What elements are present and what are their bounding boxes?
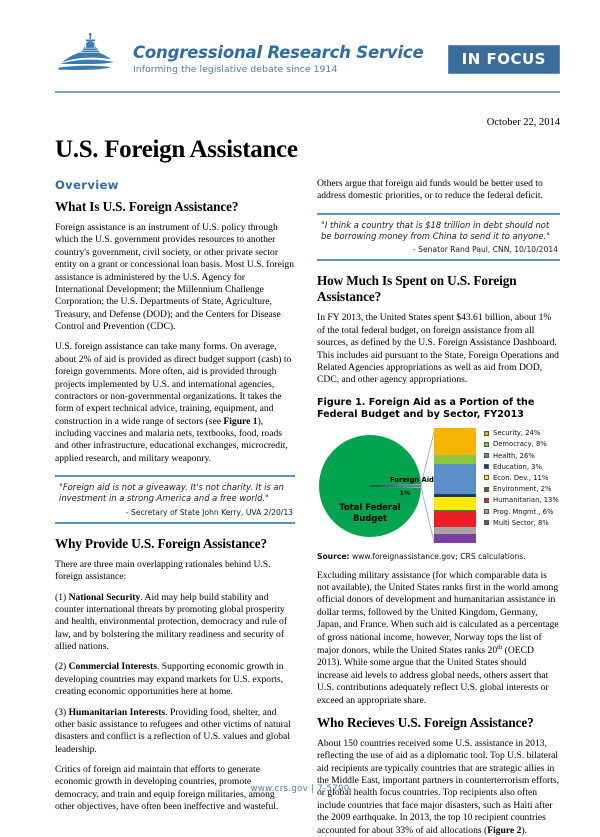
pullquote-paul-text: "I think a country that is $18 trillion in debt should not be borrowing money from China to send it to anyone." [321,219,551,242]
figure-1-title: Figure 1. Foreign Aid as a Portion of the Federal Budget and by Sector, FY2013 [317,396,535,421]
legend-swatch-democracy [484,442,489,447]
figure-1-graphic [317,428,560,546]
paragraph-rationale-1 [55,592,295,654]
legend-label-humanitarian: Humanitarian, 13% [493,496,559,505]
legend-swatch-environment [484,487,489,492]
page-title: U.S. Foreign Assistance [55,136,298,163]
legend-label-health: Health, 26% [493,451,535,460]
para-forms-a: U.S. foreign assistance can take many forms. On average, about 2% of aid is provided as direct budget support (cash) to foreign governments. More often, aid is provided through projects implemented by U.S. and international agencies, contractors or non-governmental organizations. It takes the form of expert technical advice, training, equipment, and construction in a wide range of sectors (see [55,341,292,427]
figure-1-ref: Figure 1 [223,415,258,427]
rationale-3-text: . Providing food, shelter, and other basic assistance to refugees and other victims of natural disasters and conflict is a reflection of U.S. values and global leadership. [55,706,291,755]
legend-item [484,439,559,450]
overview-label: Overview [55,178,119,192]
legend-label-security: Security, 24% [493,429,541,438]
header-divider [55,91,560,93]
donor-ranking-b: (OECD 2013). While some argue that the United States should increase aid levels to address global needs, others assert that U.S. contributions adequately reflect U.S. global interests or exceed an appropriate share. [317,645,549,706]
source-label: Source: [317,551,350,561]
legend-swatch-health [484,453,489,458]
legend-swatch-econ-dev [484,475,489,480]
legend-swatch-multi-sector [484,520,489,525]
legend-item [484,461,559,472]
page-header [55,33,560,111]
legend-item [484,428,559,439]
paragraph-definition: Foreign assistance is an instrument of U.S. policy through which the U.S. government provides resources to another country's government, civil society, or other private sector entity on a grant or concessional loan basis. Most U.S. foreign assistance is administered by the U.S. Agency for International Development; the Millennium Challenge Corporation; the U.S. Departments of State, Agriculture, Treasury, and Defense (DOD); and the Centers for Disease Control and Prevention (CDC). [55,222,295,332]
pullquote-paul [317,213,560,262]
right-column [317,178,560,837]
bar-segment-health [434,464,476,494]
heading-who-receives: Who Recieves U.S. Foreign Assistance? [317,714,534,730]
legend-item [484,517,559,528]
source-text: www.foreignassistance.gov; CRS calculations. [349,551,526,561]
legend-item [484,484,559,495]
paragraph-forms [55,341,295,465]
paragraph-rationale-3 [55,707,295,757]
rationale-3-number: (3) [55,706,69,718]
legend-swatch-security [484,431,489,436]
legend-label-environment: Environment, 2% [493,485,552,494]
left-column [55,178,295,837]
svg-text:1%: 1% [399,488,411,497]
heading-what-is: What Is U.S. Foreign Assistance? [55,199,239,214]
legend-label-prog-mngmt: Prog. Mngmt., 6% [493,507,554,516]
content-columns [55,178,560,837]
rationale-2-text: . Supporting economic growth in developing countries may expand markets for U.S. exports, creating economic opportunities here at home. [55,661,284,698]
svg-text:Foreign Aid: Foreign Aid [390,475,434,484]
rationale-2-number: (2) [55,661,69,673]
rationale-2-label: Commercial Interests [68,661,157,673]
bar-segment-econ-dev [434,497,476,510]
donor-ranking-a: Excluding military assistance (for which comparable data is not available), the United States ranks first in the world among official donors of development and humanitarian assistance in dollar terms, followed by the United Kingdom, Germany, Japan, and France. When such aid is calculated as a percentage of gross national income, however, Norway tops the list of major donors, while the United States ranks 20 [317,569,559,657]
recipients-a: About 150 countries received some U.S. assistance in 2013, reflecting the use of aid as a diplomatic tool. Top U.S. bilateral aid recipients are typically countries that are strategic allies in the Middle East, important partners in counterterrorism efforts, or global health focus countries. Top recipients also often include countries that face major disasters, such as Haiti after the 2009 earthquake. In 2013, the top 10 recipient countries accounted for about 33% of aid allocations ( [317,737,559,836]
bar-segment-prog-mngmt [434,527,476,534]
legend-item [484,472,559,483]
legend-item [484,495,559,506]
svg-text:Total Federal: Total Federal [339,501,401,512]
legend-label-education: Education, 3% [493,462,542,471]
figure-1-legend [484,428,559,529]
rationale-1-number: (1) [55,591,69,603]
heading-how-much-spent: How Much Is Spent on U.S. Foreign Assistance? [317,273,517,305]
paragraph-donor-ranking [317,570,560,707]
pullquote-paul-attribution: - Senator Rand Paul, CNN, 10/10/2014 [413,245,558,255]
paragraph-fy2013-spending: In FY 2013, the United States spent $43.61 billion, about 1% of the total federal budget, on foreign assistance from all sources, as defined by the U.S. Foreign Assistance Dashboard. This includes aid pursuant to the State, Foreign Operations and Related Agencies appropriations as well as aid from DOD, CDC, and other agency appropriations. [317,312,559,386]
brand-subtitle: Informing the legislative debate since 1914 [133,64,338,75]
bar-segment-humanitarian [434,512,476,527]
heading-why-provide: Why Provide U.S. Foreign Assistance? [55,535,268,551]
paragraph-critics: Critics of foreign aid maintain that efforts to generate economic growth in developing countries, promote democracy, and train and equip foreign militaries, among other objectives, have often been ineffective and wasteful. [55,764,279,813]
rationale-1-label: National Security [68,591,141,603]
paragraph-rationale-2 [55,661,295,698]
rationale-1-text: . Aid may help build stability and counter international threats by promoting global prosperity and health, environmental protection, democracy and rule of law, and by bolstering the military readiness and security of allied nations. [55,591,288,653]
recipients-b: ). [521,824,528,836]
legend-label-democracy: Democracy, 8% [493,440,547,449]
legend-item [484,450,559,461]
crs-logo [55,33,423,81]
paragraph-others-argue: Others argue that foreign aid funds would be better used to address domestic priorities, or to reduce the federal deficit. [317,178,543,202]
capitol-dome-icon [55,33,127,81]
legend-label-econ-dev: Econ. Dev., 11% [493,473,549,482]
bar-segment-democracy [434,455,476,464]
crs-in-focus-page [0,33,600,836]
para-forms-b: ), including vaccines and malaria nets, textbooks, food, roads and other infrastructure, educational exchanges, microcredit, applied research, and military weaponry. [55,415,288,464]
legend-swatch-education [484,464,489,469]
bar-segment-multi-sector [434,534,476,543]
publication-date: October 22, 2014 [486,117,560,128]
legend-swatch-prog-mngmt [484,509,489,514]
legend-label-multi-sector: Multi Sector, 8% [493,518,549,527]
bar-segment-security [434,428,476,455]
pullquote-kerry-attribution: - Secretary of State John Kerry, UVA 2/20/13 [125,507,293,517]
ordinal-suffix: th [497,643,503,651]
legend-item [484,506,559,517]
pullquote-kerry [55,475,295,524]
figure-1-source [317,552,560,561]
page-footer: www.crs.gov | 7-5700 [250,784,350,794]
svg-text:Budget: Budget [352,512,388,523]
brand-text [133,33,423,75]
in-focus-badge: IN FOCUS [448,45,560,74]
sector-stacked-bar [434,428,476,542]
pullquote-kerry-text: "Foreign aid is not a giveaway. It's not charity. It is an investment in a strong America and a free world." [59,482,284,504]
legend-swatch-humanitarian [484,498,489,503]
figure-2-ref: Figure 2 [487,824,522,836]
brand-title: Congressional Research Service [133,43,424,62]
paragraph-rationales-intro: There are three main overlapping rationales behind U.S. foreign assistance: [55,558,271,583]
rationale-3-label: Humanitarian Interests [68,706,166,718]
